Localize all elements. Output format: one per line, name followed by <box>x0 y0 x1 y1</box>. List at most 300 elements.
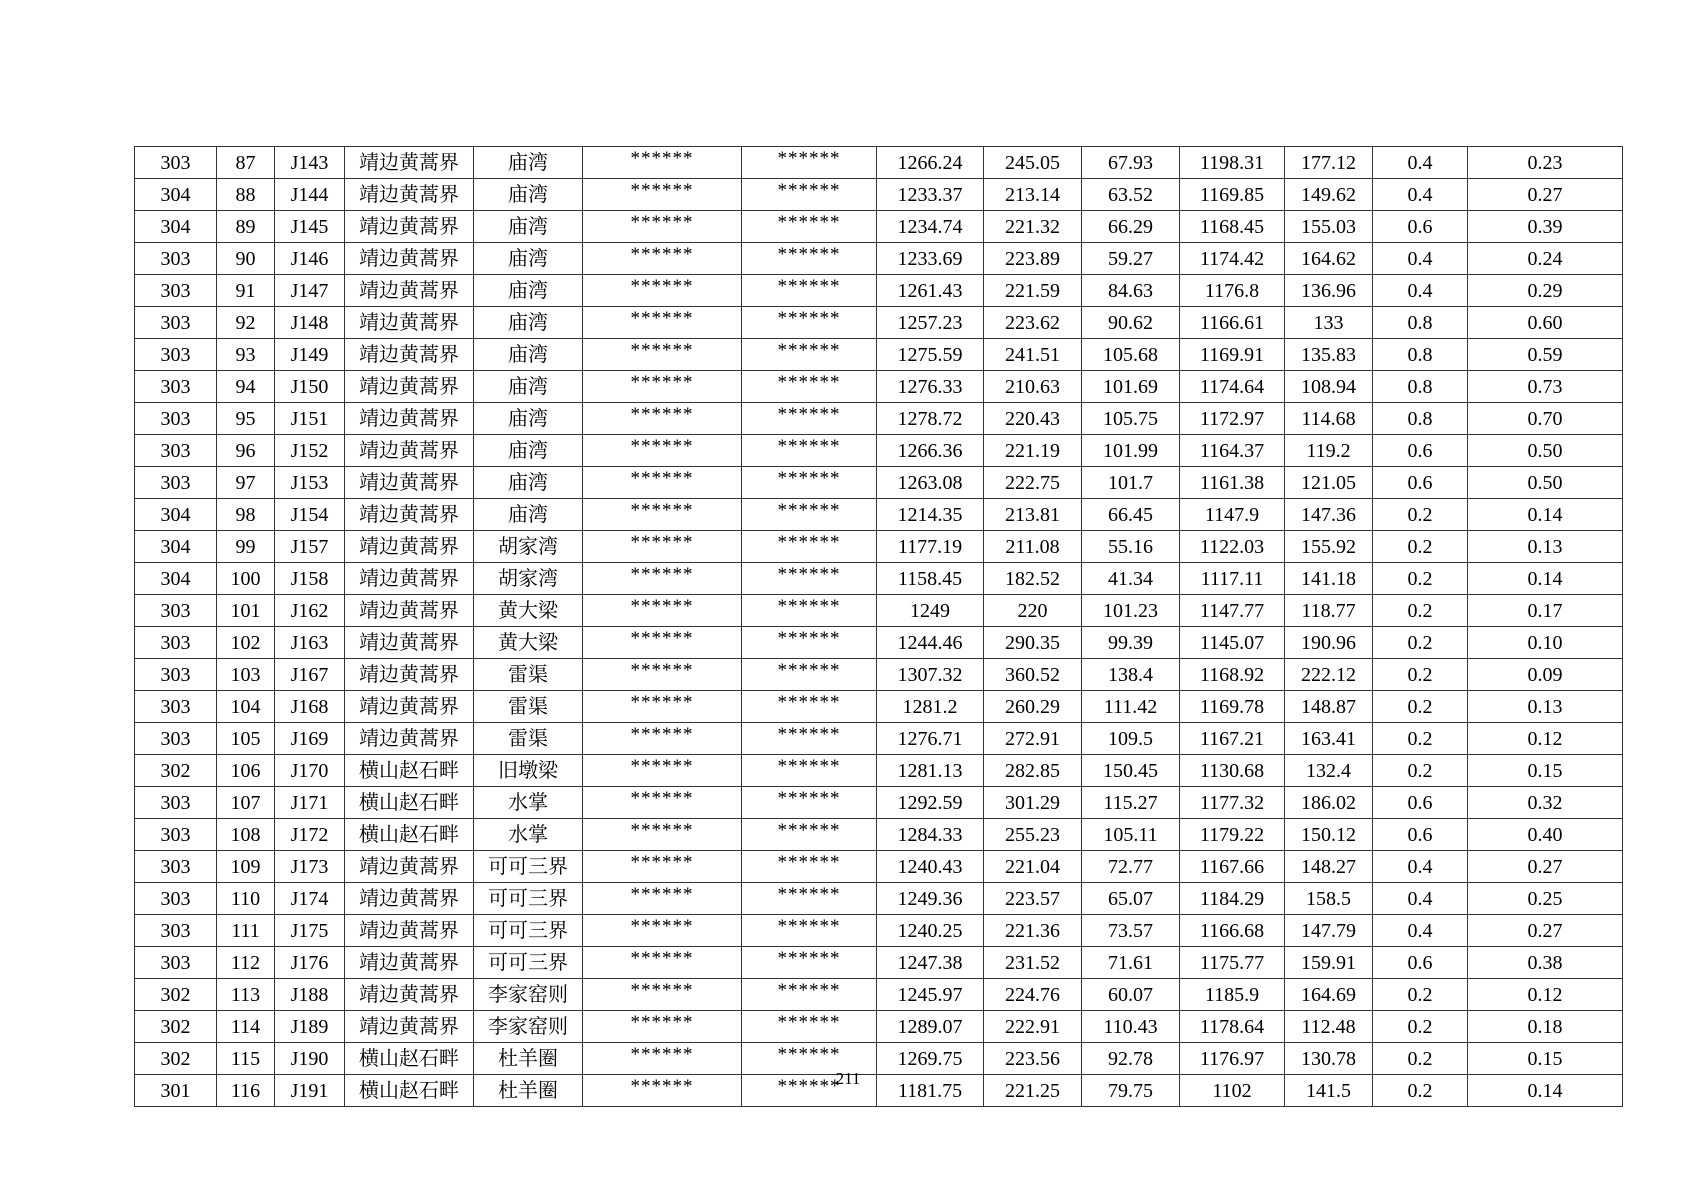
table-cell: 79.75 <box>1082 1075 1180 1107</box>
table-cell: 55.16 <box>1082 531 1180 563</box>
table-cell: 水掌 <box>474 787 583 819</box>
table-cell: 223.62 <box>984 307 1082 339</box>
table-cell: ****** <box>583 787 742 819</box>
table-cell: 1169.91 <box>1180 339 1285 371</box>
table-cell: 可可三界 <box>474 883 583 915</box>
table-cell: 靖边黄蒿界 <box>345 979 474 1011</box>
table-cell: 0.4 <box>1373 851 1468 883</box>
table-cell: ****** <box>742 691 877 723</box>
table-cell: ****** <box>583 243 742 275</box>
table-cell: 99.39 <box>1082 627 1180 659</box>
table-row <box>135 755 1623 787</box>
table-cell: 260.29 <box>984 691 1082 723</box>
table-cell: ****** <box>583 1075 742 1107</box>
table-cell: 1168.92 <box>1180 659 1285 691</box>
table-cell: J171 <box>275 787 345 819</box>
table-cell: 0.39 <box>1468 211 1623 243</box>
table-cell: 1307.32 <box>877 659 984 691</box>
table-cell: 胡家湾 <box>474 563 583 595</box>
table-cell: ****** <box>583 403 742 435</box>
table-row <box>135 627 1623 659</box>
table-cell: J145 <box>275 211 345 243</box>
table-cell: 158.5 <box>1285 883 1373 915</box>
table-cell: 庙湾 <box>474 211 583 243</box>
table-cell: 0.10 <box>1468 627 1623 659</box>
table-cell: 雷渠 <box>474 723 583 755</box>
table-cell: 李家窑则 <box>474 979 583 1011</box>
table-cell: 1169.78 <box>1180 691 1285 723</box>
table-cell: 1276.33 <box>877 371 984 403</box>
table-cell: 1181.75 <box>877 1075 984 1107</box>
table-cell: ****** <box>742 307 877 339</box>
table-cell: J144 <box>275 179 345 211</box>
table-cell: 靖边黄蒿界 <box>345 883 474 915</box>
table-cell: 1176.97 <box>1180 1043 1285 1075</box>
table-cell: ****** <box>742 1075 877 1107</box>
table-cell: 0.2 <box>1373 531 1468 563</box>
table-cell: 304 <box>135 563 217 595</box>
table-cell: 0.6 <box>1373 947 1468 979</box>
table-cell: 1147.9 <box>1180 499 1285 531</box>
table-cell: ****** <box>583 755 742 787</box>
table-cell: 303 <box>135 595 217 627</box>
table-cell: 133 <box>1285 307 1373 339</box>
table-cell: 101.69 <box>1082 371 1180 403</box>
table-cell: 155.03 <box>1285 211 1373 243</box>
table-cell: 303 <box>135 371 217 403</box>
table-cell: 223.57 <box>984 883 1082 915</box>
table-cell: J172 <box>275 819 345 851</box>
page-number: 211 <box>835 1069 861 1088</box>
table-cell: 101 <box>217 595 275 627</box>
table-cell: 0.73 <box>1468 371 1623 403</box>
table-cell: J169 <box>275 723 345 755</box>
table-cell: ****** <box>742 851 877 883</box>
table-cell: 1164.37 <box>1180 435 1285 467</box>
table-cell: 304 <box>135 531 217 563</box>
table-cell: ****** <box>742 595 877 627</box>
table-cell: 106 <box>217 755 275 787</box>
table-cell: 0.4 <box>1373 243 1468 275</box>
table-cell: 109 <box>217 851 275 883</box>
table-cell: 靖边黄蒿界 <box>345 339 474 371</box>
table-cell: 63.52 <box>1082 179 1180 211</box>
table-cell: 0.15 <box>1468 1043 1623 1075</box>
table-cell: 303 <box>135 915 217 947</box>
table-cell: 0.60 <box>1468 307 1623 339</box>
table-cell: 90 <box>217 243 275 275</box>
table-cell: 164.69 <box>1285 979 1373 1011</box>
table-cell: 1240.43 <box>877 851 984 883</box>
table-cell: ****** <box>583 659 742 691</box>
table-cell: 0.50 <box>1468 467 1623 499</box>
table-cell: 0.2 <box>1373 1075 1468 1107</box>
table-cell: 1281.13 <box>877 755 984 787</box>
table-cell: J189 <box>275 1011 345 1043</box>
table-cell: J163 <box>275 627 345 659</box>
table-cell: 73.57 <box>1082 915 1180 947</box>
table-cell: 0.6 <box>1373 787 1468 819</box>
table-cell: 141.5 <box>1285 1075 1373 1107</box>
table-cell: J167 <box>275 659 345 691</box>
table-cell: 241.51 <box>984 339 1082 371</box>
table-row <box>135 1011 1623 1043</box>
table-cell: 水掌 <box>474 819 583 851</box>
table-cell: 0.09 <box>1468 659 1623 691</box>
table-cell: ****** <box>583 307 742 339</box>
table-cell: 0.24 <box>1468 243 1623 275</box>
table-cell: 67.93 <box>1082 147 1180 179</box>
table-cell: 149.62 <box>1285 179 1373 211</box>
table-cell: 304 <box>135 499 217 531</box>
table-cell: 0.15 <box>1468 755 1623 787</box>
table-cell: 可可三界 <box>474 851 583 883</box>
table-cell: 可可三界 <box>474 947 583 979</box>
table-cell: 104 <box>217 691 275 723</box>
table-row <box>135 851 1623 883</box>
table-cell: 115 <box>217 1043 275 1075</box>
table-cell: ****** <box>583 883 742 915</box>
table-cell: 111.42 <box>1082 691 1180 723</box>
table-cell: 靖边黄蒿界 <box>345 179 474 211</box>
table-cell: ****** <box>742 531 877 563</box>
table-cell: 靖边黄蒿界 <box>345 595 474 627</box>
table-cell: ****** <box>583 915 742 947</box>
table-cell: 60.07 <box>1082 979 1180 1011</box>
table-cell: 0.4 <box>1373 275 1468 307</box>
table-cell: ****** <box>583 531 742 563</box>
table-cell: 0.2 <box>1373 979 1468 1011</box>
table-cell: 95 <box>217 403 275 435</box>
table-cell: 303 <box>135 627 217 659</box>
table-cell: ****** <box>742 883 877 915</box>
table-cell: 1177.19 <box>877 531 984 563</box>
table-cell: 224.76 <box>984 979 1082 1011</box>
table-cell: 1166.68 <box>1180 915 1285 947</box>
table-cell: 1245.97 <box>877 979 984 1011</box>
table-cell: 303 <box>135 243 217 275</box>
table-cell: 213.14 <box>984 179 1082 211</box>
table-cell: 105.75 <box>1082 403 1180 435</box>
table-cell: 1289.07 <box>877 1011 984 1043</box>
table-cell: 41.34 <box>1082 563 1180 595</box>
table-cell: 0.6 <box>1373 467 1468 499</box>
table-cell: 301.29 <box>984 787 1082 819</box>
table-cell: 1166.61 <box>1180 307 1285 339</box>
table-cell: 0.8 <box>1373 371 1468 403</box>
table-cell: 302 <box>135 979 217 1011</box>
table-cell: 304 <box>135 211 217 243</box>
table-cell: 横山赵石畔 <box>345 1075 474 1107</box>
table-cell: 旧墩梁 <box>474 755 583 787</box>
table-cell: 213.81 <box>984 499 1082 531</box>
table-cell: 0.14 <box>1468 563 1623 595</box>
table-cell: 222.91 <box>984 1011 1082 1043</box>
table-cell: J151 <box>275 403 345 435</box>
table-cell: J157 <box>275 531 345 563</box>
table-cell: 0.2 <box>1373 595 1468 627</box>
table-cell: 223.89 <box>984 243 1082 275</box>
table-cell: 255.23 <box>984 819 1082 851</box>
table-cell: 66.45 <box>1082 499 1180 531</box>
table-cell: ****** <box>742 723 877 755</box>
table-cell: 0.50 <box>1468 435 1623 467</box>
table-cell: 150.45 <box>1082 755 1180 787</box>
table-cell: 1176.8 <box>1180 275 1285 307</box>
table-row <box>135 563 1623 595</box>
table-cell: 112 <box>217 947 275 979</box>
table-cell: 107 <box>217 787 275 819</box>
table-cell: 0.14 <box>1468 1075 1623 1107</box>
table-cell: 杜羊圈 <box>474 1043 583 1075</box>
table-cell: 0.2 <box>1373 1043 1468 1075</box>
table-cell: 245.05 <box>984 147 1082 179</box>
table-cell: 1284.33 <box>877 819 984 851</box>
table-cell: 1257.23 <box>877 307 984 339</box>
table-cell: 0.18 <box>1468 1011 1623 1043</box>
table-cell: 1292.59 <box>877 787 984 819</box>
table-cell: ****** <box>583 851 742 883</box>
table-cell: 1263.08 <box>877 467 984 499</box>
table-cell: 靖边黄蒿界 <box>345 307 474 339</box>
table-cell: 靖边黄蒿界 <box>345 1011 474 1043</box>
table-cell: 1122.03 <box>1180 531 1285 563</box>
table-cell: 1240.25 <box>877 915 984 947</box>
table-cell: 303 <box>135 435 217 467</box>
table-cell: J191 <box>275 1075 345 1107</box>
table-cell: 1281.2 <box>877 691 984 723</box>
table-cell: 1233.69 <box>877 243 984 275</box>
data-table <box>134 146 1623 1107</box>
table-cell: 0.32 <box>1468 787 1623 819</box>
table-cell: 0.59 <box>1468 339 1623 371</box>
table-cell: 96 <box>217 435 275 467</box>
table-cell: 1172.97 <box>1180 403 1285 435</box>
table-cell: 0.25 <box>1468 883 1623 915</box>
table-cell: 222.75 <box>984 467 1082 499</box>
table-cell: 211.08 <box>984 531 1082 563</box>
table-cell: ****** <box>742 179 877 211</box>
table-row <box>135 531 1623 563</box>
table-cell: 1249.36 <box>877 883 984 915</box>
table-cell: 303 <box>135 307 217 339</box>
table-cell: J168 <box>275 691 345 723</box>
table-cell: 靖边黄蒿界 <box>345 627 474 659</box>
table-cell: 0.29 <box>1468 275 1623 307</box>
table-cell: 靖边黄蒿界 <box>345 723 474 755</box>
table-cell: 97 <box>217 467 275 499</box>
table-cell: 1261.43 <box>877 275 984 307</box>
table-cell: 1167.21 <box>1180 723 1285 755</box>
table-cell: 庙湾 <box>474 467 583 499</box>
table-cell: 横山赵石畔 <box>345 1043 474 1075</box>
table-cell: 横山赵石畔 <box>345 755 474 787</box>
table-cell: 115.27 <box>1082 787 1180 819</box>
table-row <box>135 243 1623 275</box>
table-cell: 1275.59 <box>877 339 984 371</box>
table-row <box>135 179 1623 211</box>
table-cell: ****** <box>583 435 742 467</box>
table-cell: 177.12 <box>1285 147 1373 179</box>
table-cell: 87 <box>217 147 275 179</box>
table-cell: 雷渠 <box>474 659 583 691</box>
table-row <box>135 723 1623 755</box>
table-cell: 庙湾 <box>474 179 583 211</box>
table-cell: 90.62 <box>1082 307 1180 339</box>
table-cell: ****** <box>583 1011 742 1043</box>
table-cell: ****** <box>583 691 742 723</box>
table-cell: J176 <box>275 947 345 979</box>
table-cell: 0.8 <box>1373 403 1468 435</box>
table-cell: ****** <box>583 1043 742 1075</box>
table-row <box>135 819 1623 851</box>
table-cell: 132.4 <box>1285 755 1373 787</box>
table-cell: 116 <box>217 1075 275 1107</box>
table-cell: 靖边黄蒿界 <box>345 531 474 563</box>
table-cell: 72.77 <box>1082 851 1180 883</box>
table-cell: 靖边黄蒿界 <box>345 467 474 499</box>
table-cell: 0.8 <box>1373 339 1468 371</box>
table-cell: 0.27 <box>1468 179 1623 211</box>
table-cell: 109.5 <box>1082 723 1180 755</box>
table-cell: 靖边黄蒿界 <box>345 659 474 691</box>
table-cell: 1266.24 <box>877 147 984 179</box>
table-cell: J150 <box>275 371 345 403</box>
table-cell: 59.27 <box>1082 243 1180 275</box>
table-cell: ****** <box>583 467 742 499</box>
table-cell: ****** <box>742 371 877 403</box>
table-cell: ****** <box>742 499 877 531</box>
table-cell: 0.2 <box>1373 499 1468 531</box>
table-cell: 92.78 <box>1082 1043 1180 1075</box>
table-cell: 庙湾 <box>474 307 583 339</box>
table-cell: ****** <box>742 755 877 787</box>
table-cell: ****** <box>742 787 877 819</box>
table-cell: 1174.64 <box>1180 371 1285 403</box>
table-cell: 303 <box>135 467 217 499</box>
table-cell: 1249 <box>877 595 984 627</box>
table-cell: 360.52 <box>984 659 1082 691</box>
table-row <box>135 691 1623 723</box>
table-cell: 0.4 <box>1373 915 1468 947</box>
table-cell: 1179.22 <box>1180 819 1285 851</box>
table-cell: 210.63 <box>984 371 1082 403</box>
table-cell: 0.8 <box>1373 307 1468 339</box>
table-cell: 靖边黄蒿界 <box>345 435 474 467</box>
table-cell: 黄大梁 <box>474 595 583 627</box>
table-cell: 110 <box>217 883 275 915</box>
table-row <box>135 595 1623 627</box>
table-cell: J146 <box>275 243 345 275</box>
table-cell: 99 <box>217 531 275 563</box>
table-cell: 0.4 <box>1373 179 1468 211</box>
table-cell: 282.85 <box>984 755 1082 787</box>
table-cell: ****** <box>742 659 877 691</box>
table-cell: 105 <box>217 723 275 755</box>
table-cell: ****** <box>742 915 877 947</box>
table-cell: ****** <box>742 819 877 851</box>
table-cell: 231.52 <box>984 947 1082 979</box>
table-cell: 1214.35 <box>877 499 984 531</box>
table-cell: 靖边黄蒿界 <box>345 915 474 947</box>
table-cell: 119.2 <box>1285 435 1373 467</box>
table-cell: ****** <box>742 147 877 179</box>
table-cell: 303 <box>135 403 217 435</box>
table-cell: 221.04 <box>984 851 1082 883</box>
table-cell: 0.2 <box>1373 627 1468 659</box>
table-cell: J143 <box>275 147 345 179</box>
table-cell: 136.96 <box>1285 275 1373 307</box>
table-cell: 靖边黄蒿界 <box>345 691 474 723</box>
table-cell: 庙湾 <box>474 339 583 371</box>
table-cell: ****** <box>583 819 742 851</box>
table-cell: 庙湾 <box>474 371 583 403</box>
table-cell: 0.23 <box>1468 147 1623 179</box>
table-cell: 148.27 <box>1285 851 1373 883</box>
table-row <box>135 659 1623 691</box>
table-cell: 1167.66 <box>1180 851 1285 883</box>
table-cell: 庙湾 <box>474 403 583 435</box>
table-cell: 1266.36 <box>877 435 984 467</box>
table-cell: 1278.72 <box>877 403 984 435</box>
table-cell: ****** <box>742 435 877 467</box>
table-cell: 111 <box>217 915 275 947</box>
table-cell: 0.2 <box>1373 755 1468 787</box>
table-cell: 1247.38 <box>877 947 984 979</box>
table-cell: 1102 <box>1180 1075 1285 1107</box>
table-cell: 1177.32 <box>1180 787 1285 819</box>
table-row <box>135 275 1623 307</box>
table-cell: ****** <box>742 403 877 435</box>
table-cell: 庙湾 <box>474 275 583 307</box>
table-cell: ****** <box>742 243 877 275</box>
table-cell: ****** <box>742 947 877 979</box>
table-cell: 1168.45 <box>1180 211 1285 243</box>
table-cell: 303 <box>135 147 217 179</box>
table-cell: 220 <box>984 595 1082 627</box>
table-cell: ****** <box>742 979 877 1011</box>
table-row <box>135 915 1623 947</box>
table-cell: ****** <box>742 275 877 307</box>
table-cell: 靖边黄蒿界 <box>345 371 474 403</box>
table-cell: 159.91 <box>1285 947 1373 979</box>
table-cell: J174 <box>275 883 345 915</box>
table-cell: 0.2 <box>1373 723 1468 755</box>
table-cell: 88 <box>217 179 275 211</box>
table-cell: 303 <box>135 339 217 371</box>
table-cell: 303 <box>135 947 217 979</box>
table-cell: J190 <box>275 1043 345 1075</box>
table-row <box>135 467 1623 499</box>
table-cell: 1233.37 <box>877 179 984 211</box>
table-cell: 103 <box>217 659 275 691</box>
table-cell: 303 <box>135 691 217 723</box>
table-cell: 112.48 <box>1285 1011 1373 1043</box>
table-cell: J170 <box>275 755 345 787</box>
table-cell: 0.6 <box>1373 435 1468 467</box>
table-cell: 220.43 <box>984 403 1082 435</box>
table-cell: J173 <box>275 851 345 883</box>
table-row <box>135 211 1623 243</box>
table-cell: 靖边黄蒿界 <box>345 147 474 179</box>
table-cell: ****** <box>583 627 742 659</box>
table-cell: 121.05 <box>1285 467 1373 499</box>
table-cell: 1161.38 <box>1180 467 1285 499</box>
table-cell: ****** <box>583 563 742 595</box>
table-row <box>135 499 1623 531</box>
table-cell: 110.43 <box>1082 1011 1180 1043</box>
table-cell: 303 <box>135 723 217 755</box>
